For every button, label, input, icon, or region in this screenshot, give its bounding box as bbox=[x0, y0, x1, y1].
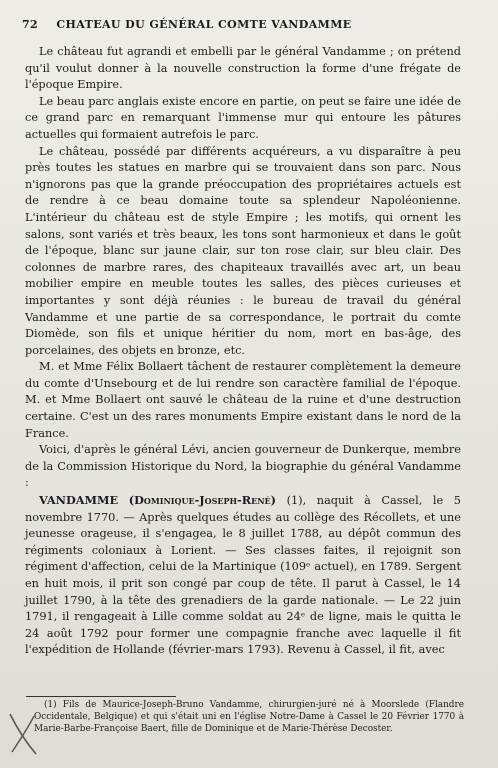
footnote bbox=[34, 700, 464, 735]
bio-name: VANDAMME bbox=[39, 493, 119, 508]
paragraph-biographie bbox=[25, 492, 461, 659]
footnote-text: (1) Fils de Maurice-Joseph-Bruno Vandamme, chirurgien-juré né à Moorslede (Flandre Occidentale, Belgique) et qui s'était uni en l'église Notre-Dame à Cassel le 20 Février 1770 à Marie-Barbe-Françoise Baert, fille de Dominique et de Marie-Thérèse Decoster. bbox=[34, 700, 464, 734]
paragraph-parc: Le beau parc anglais existe encore en partie, on peut se faire une idée de ce grand parc en remarquant l'immense mur qui entoure les pâtures actuelles qui formaient autrefois le parc. bbox=[25, 94, 461, 141]
paragraph-chateau: Le château fut agrandi et embelli par le général Vandamme ; on prétend qu'il voulut donner à la nouvelle construction la forme d'une frégate de l'époque Empire. bbox=[25, 45, 461, 92]
bio-given-names: (Dominique-Joseph-René) bbox=[128, 493, 276, 508]
pencil-mark-icon bbox=[6, 712, 40, 756]
running-title: CHATEAU DU GÉNÉRAL COMTE VANDAMME bbox=[56, 18, 352, 31]
footnote-separator bbox=[26, 696, 176, 697]
main-text bbox=[25, 44, 461, 659]
running-header bbox=[22, 18, 472, 31]
paragraph-interieur: Le château, possédé par différents acquéreurs, a vu disparaître à peu près toutes les statues en marbre qui se trouvaient dans son parc. Nous n'ignorons pas que la grande préoccupation des propriétaires actuels est de rendre à ce beau domaine toute sa splendeur Napoléonienne. L'intérieur du château est de style Empire ; les motifs, qui ornent les salons, sont variés et très beaux, les tons sont harmonieux et dans le goût de l'époque, blanc sur jaune clair, sur ton rose clair, sur bleu clair. Des colonnes de marbre rares, des chapiteaux travaillés avec art, un beau mobilier empire en meuble toutes les salles, des pièces curieuses et importantes y sont déjà réunies : le bureau de travail du général Vandamme et une partie de sa correspondance, le portrait du comte Diomède, son fils et unique héritier du nom, mort en bas-âge, des porcelaines, des objets en bronze, etc. bbox=[25, 144, 461, 357]
paragraph-intro-biographie: Voici, d'après le général Lévi, ancien gouverneur de Dunkerque, membre de la Commission Historique du Nord, la biographie du général Vandamme : bbox=[25, 443, 461, 490]
bio-text: , naquit à Cassel, le 5 novembre 1770. — Après quelques études au collège des Récollets, et une jeunesse orageuse, il s'engagea, le 8 juillet 1788, au dépôt commun des régiments coloniaux à Lorient. — Ses classes faites, il rejoignit son régiment d'affection, celui de la Martinique (109ᵉ actuel), en 1789. Sergent en huit mois, il prit son congé par coup de tête. Il parut à Cassel, le 14 juillet 1790, à la tête des grenadiers de la garde nationale. — Le 22 juin 1791, il rengageait à Lille comme soldat au 24ᵉ de ligne, mais le quitta le 24 août 1792 pour former une compagnie franche avec laquelle il fit l'expédition de Hollande (février-mars 1793). Revenu à Cassel, il fit, avec bbox=[25, 494, 461, 657]
page-number: 72 bbox=[22, 18, 39, 31]
paragraph-bollaert: M. et Mme Félix Bollaert tâchent de restaurer complètement la demeure du comte d'Unsebourg et de lui rendre son caractère familial de l'époque. M. et Mme Bollaert ont sauvé le château de la ruine et d'une destruction certaine. C'est un des rares monuments Empire existant dans le nord de la France. bbox=[25, 360, 461, 440]
footnote-reference: (1) bbox=[286, 494, 303, 508]
